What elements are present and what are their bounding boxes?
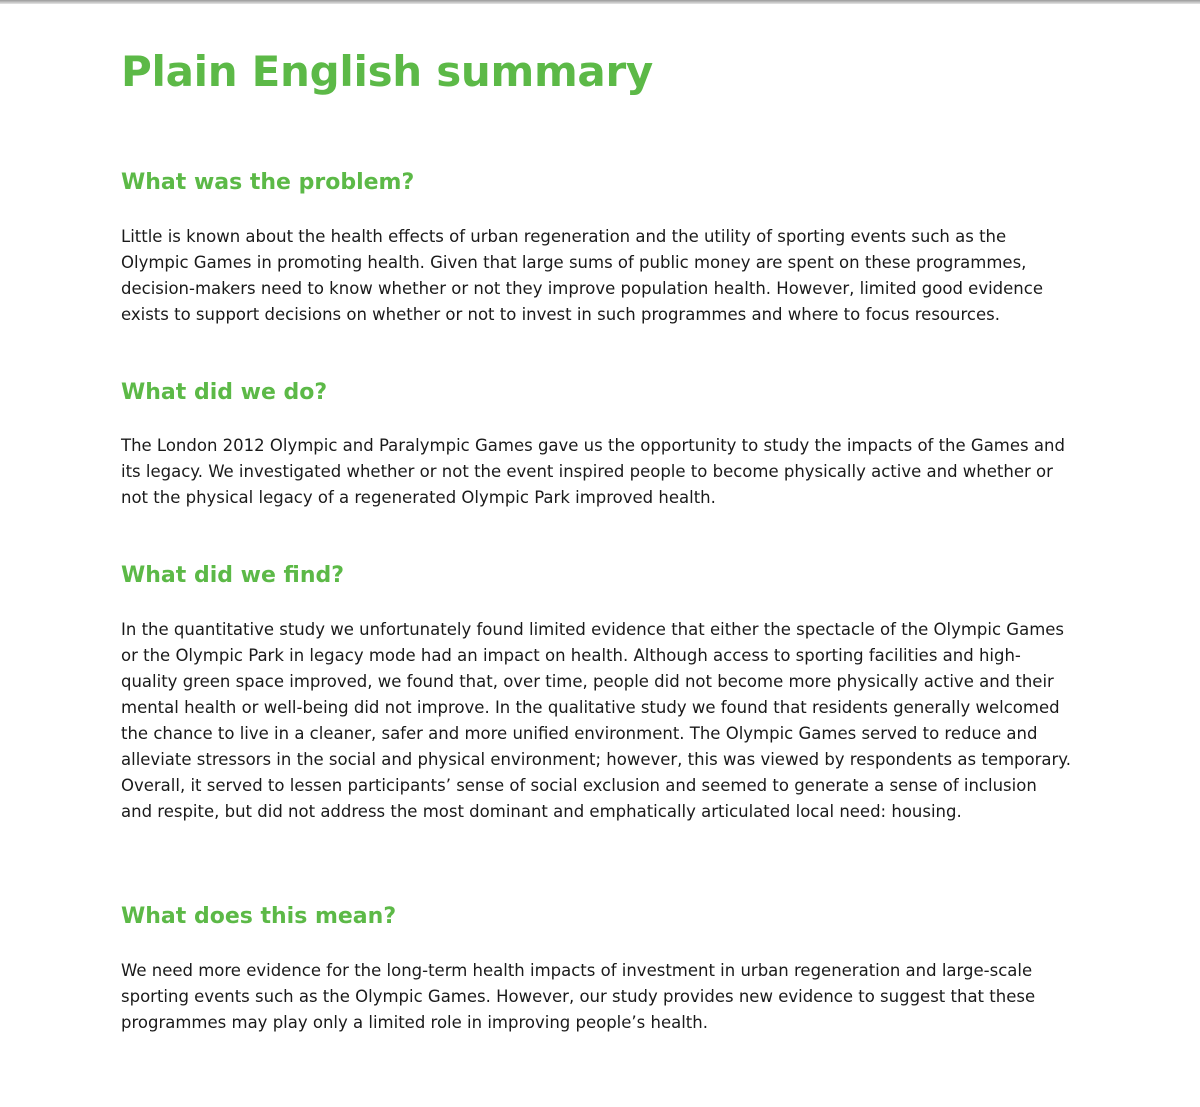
section-body-problem: Little is known about the health effects of urban regeneration and the utility of sporting events such as the Olympic Games in promoting health. Given that large sums of public money are spent on these programmes, decision-makers need to know whether or not they improve population health. However, limited good evidence exists to support decisions on whether or not to invest in such programmes and where to focus resources. bbox=[121, 227, 1043, 324]
section-body-what-we-did: The London 2012 Olympic and Paralympic Games gave us the opportunity to study the impacts of the Games and its legacy. We investigated whether or not the event inspired people to become physically active and whether or not the physical legacy of a regenerated Olympic Park improved health. bbox=[121, 436, 1065, 507]
section-heading-problem: What was the problem? bbox=[121, 170, 415, 195]
section-heading-meaning: What does this mean? bbox=[121, 904, 397, 929]
page-title: Plain English summary bbox=[121, 47, 653, 96]
section-heading-what-we-did: What did we do? bbox=[121, 380, 328, 405]
section-heading-findings: What did we find? bbox=[121, 563, 345, 588]
section-body-meaning: We need more evidence for the long-term health impacts of investment in urban regeneration and large-scale sporting events such as the Olympic Games. However, our study provides new evidence to suggest that these programmes may play only a limited role in improving people’s health. bbox=[121, 961, 1036, 1032]
page-top-edge bbox=[0, 0, 1200, 4]
section-body-findings: In the quantitative study we unfortunately found limited evidence that either the spectacle of the Olympic Games or the Olympic Park in legacy mode had an impact on health. Although access to sporting facilities and high-quality green space improved, we found that, over time, people did not become more physically active and their mental health or well-being did not improve. In the qualitative study we found that residents generally welcomed the chance to live in a cleaner, safer and more unified environment. The Olympic Games served to reduce and alleviate stressors in the social and physical environment; however, this was viewed by respondents as temporary. Overall, it served to lessen participants’ sense of social exclusion and seemed to generate a sense of inclusion and respite, but did not address the most dominant and emphatically articulated local need: housing. bbox=[121, 620, 1071, 821]
